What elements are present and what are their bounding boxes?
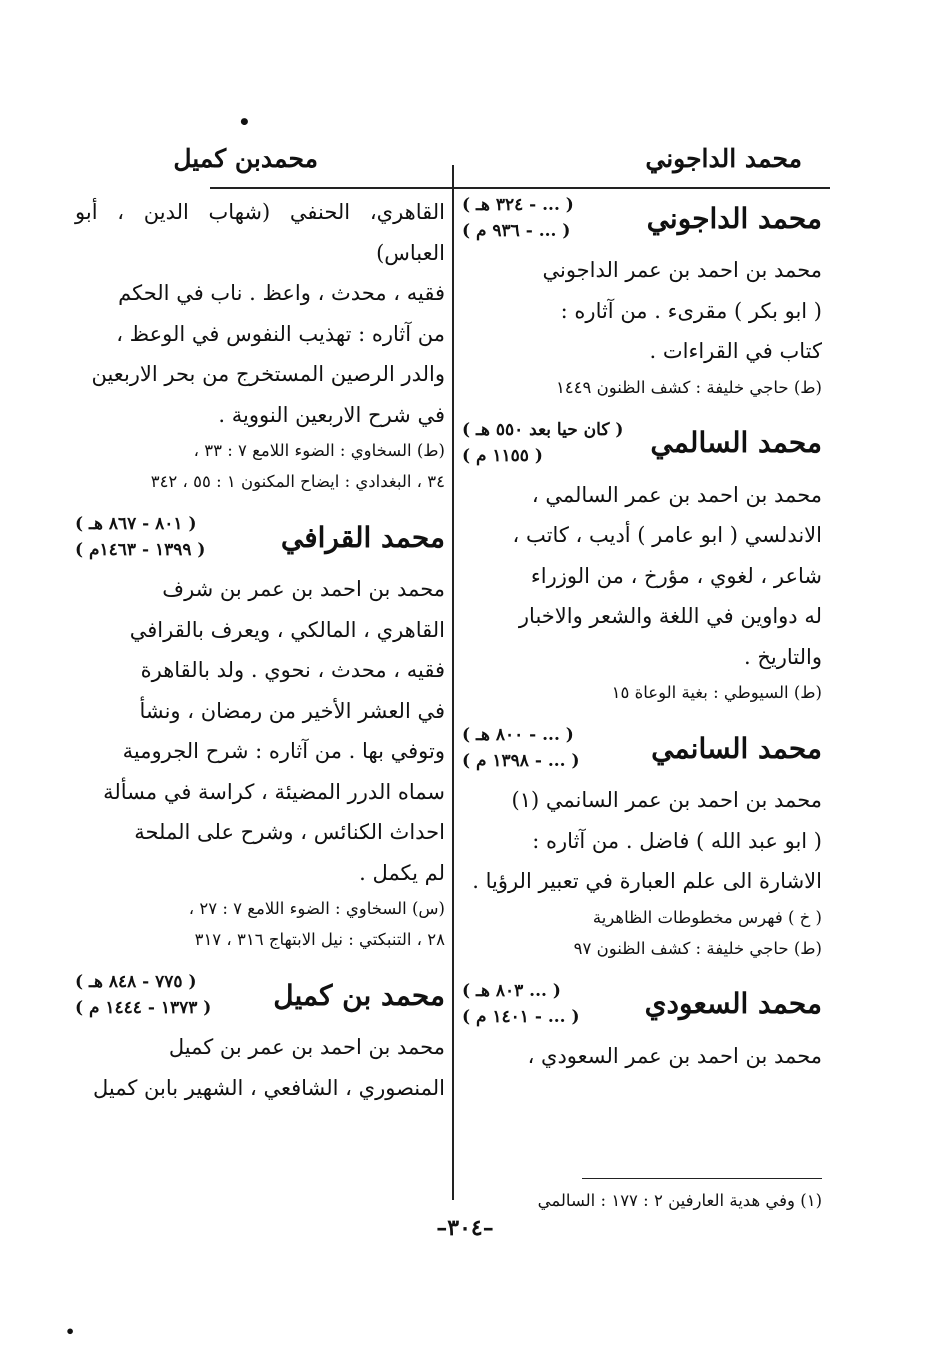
entry-header [75,969,445,1021]
ref-line: ٢٨ ، التنبكتي : نيل الابتهاج ٣١٦ ، ٣١٧ [194,930,445,949]
entry-header [75,511,445,563]
right-column [462,192,822,1076]
entry-dates [462,417,623,469]
text-line: القاهري ، المالكي ، ويعرف بالقرافي [129,617,445,642]
text-line: محمد بن احمد بن عمر بن شرف [162,577,445,601]
entry-refs [462,372,822,403]
entry-dates [75,511,205,563]
entry-name: محمد بن كميل [273,978,445,1012]
hijri-dates: ( ... - ٣٢٤ هـ ) [462,195,574,215]
text-line: الاندلسي ( ابو عامر ) أديب ، كاتب ، [512,523,822,547]
ref-line: (ط) حاجي خليفة : كشف الظنون ١٤٤٩ [555,377,822,397]
gregorian-dates: ( ١٣٩٩ - ١٤٦٣م ) [75,540,206,560]
text-line: محمد بن احمد بن عمر السانمي (١) [511,788,822,812]
text-line: شاعر ، لغوي ، مؤرخ ، من الوزراء [530,563,822,588]
header-rule [210,187,830,189]
entry-text [462,1036,822,1077]
ref-line: (ط) حاجي خليفة : كشف الظنون ٩٧ [573,938,822,958]
hijri-dates: ( ٨٠١ - ٨٦٧ هـ ) [75,514,197,534]
footnote: (١) وفي هدية العارفين ٢ : ١٧٧ : السالمي [537,1191,822,1210]
text-line: له دواوين في اللغة والشعر والاخبار [518,604,822,628]
entry-alsaudi [462,978,822,1077]
text-line: احداث الكنائس ، وشرح على الملحة [134,820,445,844]
text-line: والدر الرصين المستخرج من بحر الاربعين [91,362,445,386]
ref-line: (س) السخاوي : الضوء اللامع ٧ : ٢٧ ، [188,899,445,918]
text-line: محمد بن احمد بن عمر السالمي ، [531,482,822,507]
gregorian-dates: ( ... - ٩٣٦ م ) [462,221,571,241]
entry-dates [462,978,580,1030]
text-line: محمد بن احمد بن عمر الداجوني [542,258,822,282]
entry-dates [75,969,211,1021]
text-line: كتاب في القراءات . [649,339,822,363]
text-line: ( ابو عبد الله ) فاضل . من آثاره : [532,828,822,853]
text-line: والتاريخ . [743,644,822,669]
continuation-text [75,192,445,435]
entry-name: محمد السانمي [651,731,822,765]
entry-header [462,978,822,1030]
ref-line: ٣٤ ، البغدادي : ايضاح المكنون ١ : ٥٥ ، ٣٤٢ [150,472,445,491]
hijri-dates: ( ... ٨٠٣ هـ ) [462,980,561,1001]
running-header-right: محمد الداجوني [645,144,802,173]
entry-dates [462,722,580,774]
text-line: المنصوري ، الشافعي ، الشهير بابن كميل [92,1075,445,1100]
entry-text [75,1027,445,1108]
entry-ibn-kumayl [75,969,445,1108]
gregorian-dates: ( ١١٥٥ م ) [462,445,543,466]
text-line: القاهري، الحنفي (شهاب الدين ، أبو العباس) [75,200,445,265]
text-line: فقيه ، محدث ، نحوي . ولد بالقاهرة [140,658,445,682]
entry-text [462,250,822,372]
page-number: –٣٠٤– [436,1215,494,1241]
ref-line: (ط) السخاوي : الضوء اللامع ٧ : ٣٣ ، [193,441,445,460]
hijri-dates: ( ... - ٨٠٠ هـ ) [462,725,574,745]
ref-line: (ط) السيوطي : بغية الوعاة ١٥ [611,683,822,702]
entry-name: محمد القرافي [280,520,445,554]
column-divider [452,165,454,1200]
text-line: محمد بن احمد بن عمر بن كميل [168,1035,445,1059]
entry-header [462,417,822,469]
entry-alsalimi [462,417,822,709]
ref-line: ( خ ) فهرس مخطوطات الظاهرية [592,907,822,927]
continuation-refs [75,435,445,497]
running-header-left: محمدبن كميل [173,144,318,173]
entry-text [75,569,445,893]
left-column [75,192,445,1108]
footnote-rule [582,1178,822,1179]
footnote-area [462,1172,822,1215]
entry-header [462,192,822,244]
text-line: لم يكمل . [359,860,445,885]
entry-name: محمد السالمي [650,426,822,459]
text-line: ( ابو بكر ) مقرىء . من آثاره : [560,298,822,323]
entry-name: محمد الداجوني [646,201,822,235]
entry-header [462,722,822,774]
text-line: من آثاره : تهذيب النفوس في الوعظ ، [116,321,445,346]
entry-dates [462,192,574,244]
text-line: في العشر الأخير من رمضان ، ونشأ [139,698,445,723]
entry-refs [462,677,822,708]
text-line: فقيه ، محدث ، واعظ . ناب في الحكم [118,281,445,305]
ink-mark: • [65,1322,76,1341]
text-line: الاشارة الى علم العبارة في تعبير الرؤيا . [472,869,822,893]
text-line: وتوفي بها . من آثاره : شرح الجرومية [122,739,445,763]
gregorian-dates: ( ... - ١٣٩٨ م ) [462,751,580,771]
entry-text [462,780,822,902]
entry-refs [75,893,445,955]
entry-alqarafi [75,511,445,955]
gregorian-dates: ( ... - ١٤٠١ م ) [462,1006,580,1027]
entry-aldajuni [462,192,822,403]
text-line: في شرح الاربعين النووية . [218,402,445,427]
hijri-dates: ( كان حيا بعد ٥٥٠ هـ ) [462,419,624,440]
entry-text [462,475,822,678]
text-line: محمد بن احمد بن عمر السعودي ، [527,1043,822,1068]
entry-refs [462,902,822,964]
hijri-dates: ( ٧٧٥ - ٨٤٨ هـ ) [75,972,197,992]
text-line: سماه الدرر المضيئة ، كراسة في مسألة [103,779,445,804]
ink-mark: • [238,110,251,134]
entry-name: محمد السعودي [644,987,822,1020]
entry-alsanimi [462,722,822,964]
gregorian-dates: ( ١٣٧٣ - ١٤٤٤ م ) [75,998,212,1018]
